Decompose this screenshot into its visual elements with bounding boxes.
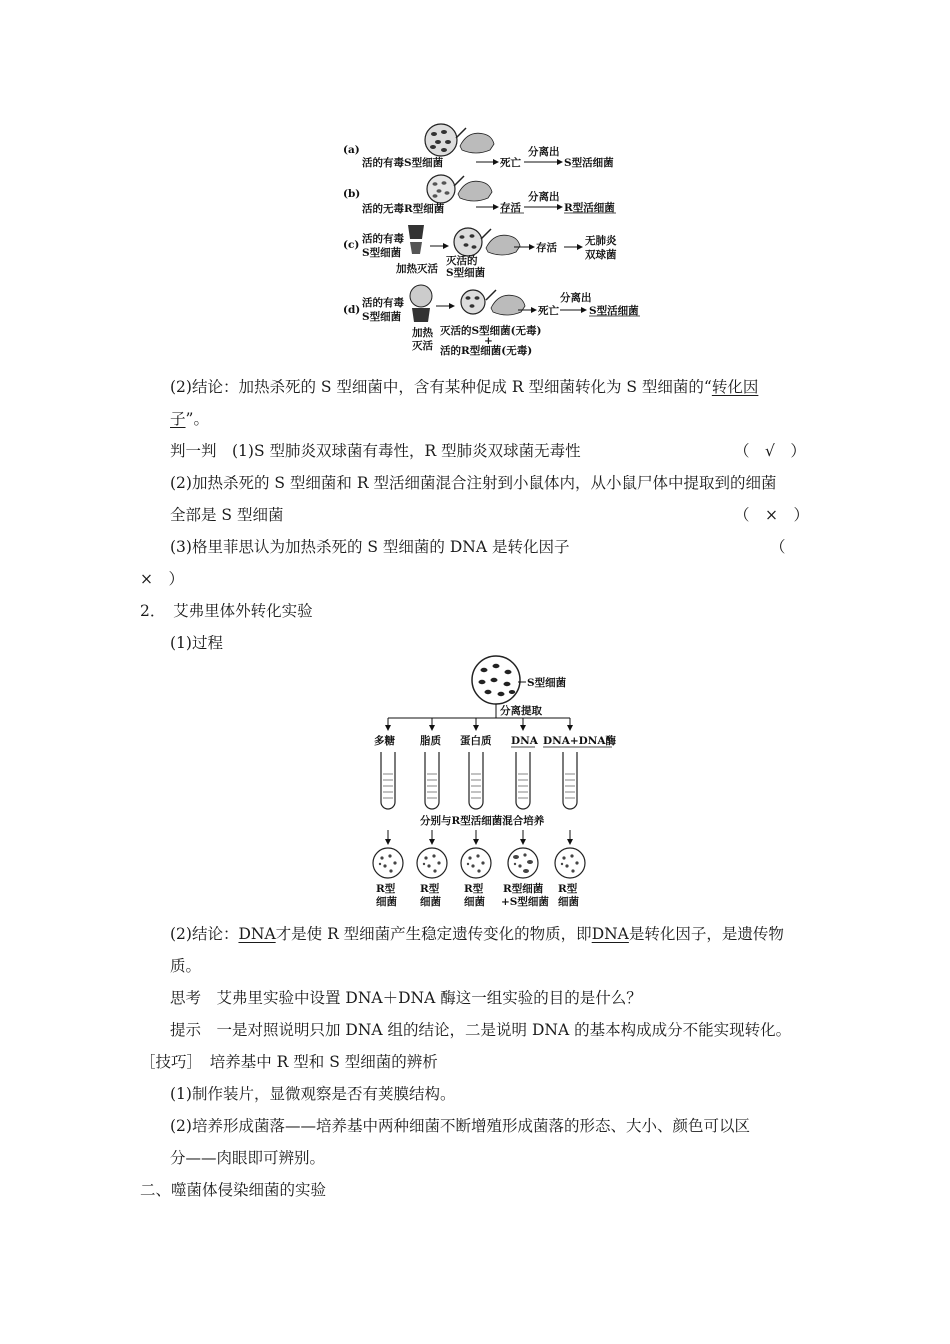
griffith-experiment-figure (338, 120, 648, 365)
conclusion-2-line1: (2)结论：DNA才是使 R 型细菌产生稳定遗传变化的物质，即DNA是转化因子，是遗传物 (170, 925, 784, 943)
svg-text:灭活: 灭活 (412, 340, 433, 352)
svg-text:加热: 加热 (412, 327, 433, 339)
petri-dishes (373, 848, 585, 878)
s-bacteria-dish-a (425, 124, 457, 156)
judge-3-answer-open: （ (770, 538, 786, 556)
svg-text:灭活的: 灭活的 (446, 255, 478, 267)
skill-item-2-line2: 分——肉眼即可辨别。 (170, 1149, 326, 1167)
judge-2-line1: (2)加热杀死的 S 型细菌和 R 型活细菌混合注射到小鼠体内，从小鼠尸体中提取到的细菌 (170, 474, 777, 492)
svg-text:S型细菌: S型细菌 (527, 677, 567, 689)
row-a-bacteria: 活的有毒S型细菌 (362, 157, 444, 169)
hint-answer: 提示 一是对照说明只加 DNA 组的结论，二是说明 DNA 的基本构成成分不能实现转化。 (170, 1021, 792, 1039)
item-protein: 蛋白质 (460, 735, 492, 747)
conclusion-1-line2: 子”。 (170, 410, 209, 428)
think-question: 思考 艾弗里实验中设置 DNA＋DNA 酶这一组实验的目的是什么？ (170, 989, 642, 1007)
svg-text:分别与R型活细菌混合培养: 分别与R型活细菌混合培养 (420, 815, 545, 827)
svg-text:死亡: 死亡 (500, 157, 521, 169)
judge-3: (3)格里菲思认为加热杀死的 S 型细菌的 DNA 是转化因子 (170, 538, 570, 556)
svg-text:(d): (d) (343, 304, 361, 316)
svg-text:R型细菌: R型细菌 (503, 883, 544, 895)
svg-text:无肺炎: 无肺炎 (585, 235, 617, 247)
conclusion-2-line2: 质。 (170, 957, 202, 975)
section-3-heading: 二、噬菌体侵染细菌的实验 (140, 1181, 327, 1199)
svg-text:细菌: 细菌 (376, 896, 397, 908)
judge-1-answer: （ √ ） (734, 442, 806, 460)
mouse-icon (460, 133, 494, 153)
svg-text:S型活细菌: S型活细菌 (589, 305, 639, 317)
svg-text:R型: R型 (558, 883, 578, 895)
svg-text:S型活细菌: S型活细菌 (564, 157, 614, 169)
svg-text:加热灭活: 加热灭活 (396, 263, 438, 275)
svg-text:分离出: 分离出 (528, 191, 560, 203)
item-lipid: 脂质 (420, 735, 441, 747)
svg-text:+: + (484, 335, 493, 347)
section-2-heading: 2． 艾弗里体外转化实验 (140, 602, 313, 620)
svg-text:S型细菌: S型细菌 (362, 311, 402, 323)
svg-text:双球菌: 双球菌 (585, 249, 617, 261)
svg-text:死亡: 死亡 (538, 305, 559, 317)
process-label: (1)过程 (170, 634, 223, 652)
svg-text:活的无毒R型细菌: 活的无毒R型细菌 (362, 203, 445, 215)
svg-text:S型细菌: S型细菌 (446, 267, 486, 279)
svg-text:细菌: 细菌 (558, 896, 579, 908)
svg-text:细菌: 细菌 (464, 896, 485, 908)
svg-text:分离出: 分离出 (560, 292, 592, 304)
row-a-label: (a) (343, 144, 360, 156)
skill-heading: ［技巧］ 培养基中 R 型和 S 型细菌的辨析 (140, 1053, 438, 1071)
judge-2-line2: 全部是 S 型细菌 (170, 506, 284, 524)
svg-text:R型: R型 (376, 883, 396, 895)
judge-1: 判一判 (1)S 型肺炎双球菌有毒性，R 型肺炎双球菌无毒性 (170, 442, 581, 460)
svg-text:(c): (c) (343, 239, 360, 251)
svg-text:R型: R型 (464, 883, 484, 895)
skill-item-2-line1: (2)培养形成菌落——培养基中两种细菌不断增殖形成菌落的形态、大小、颜色可以区 (170, 1117, 750, 1135)
test-tubes (381, 752, 577, 809)
item-dna: DNA (511, 735, 538, 747)
svg-text:活的有毒: 活的有毒 (362, 297, 404, 309)
svg-text:活的R型细菌(无毒): 活的R型细菌(无毒) (440, 345, 533, 357)
svg-text:活的有毒: 活的有毒 (362, 233, 404, 245)
svg-text:分离出: 分离出 (528, 146, 560, 158)
judge-3-answer-close: × ） (140, 570, 184, 588)
avery-experiment-figure (360, 652, 620, 914)
row-b-label: (b) (343, 188, 361, 200)
skill-item-1: (1)制作装片，显微观察是否有荚膜结构。 (170, 1085, 456, 1103)
svg-text:分离提取: 分离提取 (500, 705, 542, 717)
judge-2-answer: （ × ） (734, 506, 809, 524)
svg-text:S型细菌: S型细菌 (362, 247, 402, 259)
svg-text:R型: R型 (420, 883, 440, 895)
svg-text:存活: 存活 (536, 242, 557, 254)
item-dna-dnase: DNA+DNA酶 (543, 735, 616, 747)
svg-text:存活: 存活 (500, 202, 521, 214)
svg-text:细菌: 细菌 (420, 896, 441, 908)
conclusion-1-line1: (2)结论：加热杀死的 S 型细菌中，含有某种促成 R 型细菌转化为 S 型细菌的“转化因 (170, 378, 759, 396)
beaker-icon (408, 225, 424, 239)
svg-text:R型活细菌: R型活细菌 (564, 202, 615, 214)
svg-text:灭活的S型细菌(无毒): 灭活的S型细菌(无毒) (440, 325, 542, 337)
item-polysaccharide: 多糖 (374, 735, 395, 747)
svg-text:+S型细菌: +S型细菌 (501, 896, 549, 908)
